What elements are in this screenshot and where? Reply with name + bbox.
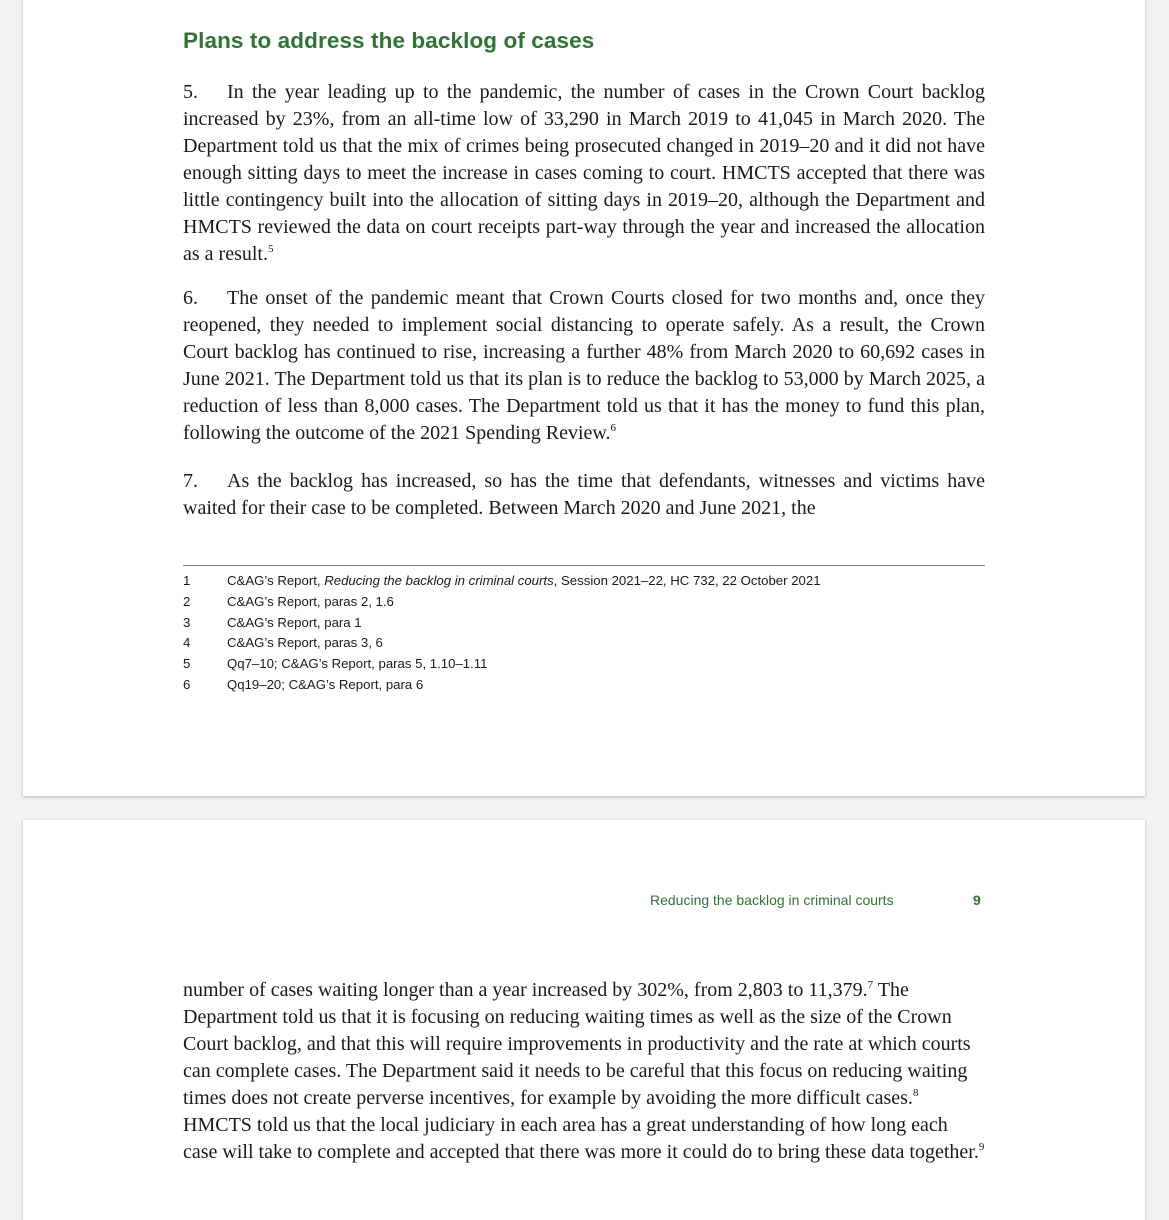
footnotes-list xyxy=(183,571,985,696)
footnote-ref[interactable]: 6 xyxy=(610,422,617,434)
paragraph-text: HMCTS told us that the local judiciary in each area has a great understanding of how long each case will take to complete and accepted that there was more it could do to bring these data together. xyxy=(183,1114,979,1163)
footnote-ref[interactable]: 8 xyxy=(912,1087,919,1099)
footnote-ref[interactable]: 7 xyxy=(867,979,874,991)
footnote-number: 2 xyxy=(183,593,191,609)
footnote-divider xyxy=(183,565,985,566)
paragraph-continuation xyxy=(183,977,985,1166)
paragraph-7 xyxy=(183,468,985,522)
footnote-text: , Session 2021–22, HC 732, 22 October 2021 xyxy=(553,573,821,588)
paragraph-number: 7. xyxy=(183,470,198,492)
paragraph-text: The Department told us that it is focusing on reducing waiting times as well as the size of the Crown Court backlog, and that this will require improvements in productivity and the rate at which courts can complete cases. The Department said it needs to be careful that this focus on reducing waiting times does not create perverse incentives, for example by avoiding the more difficult cases. xyxy=(183,979,971,1109)
footnote-text: Qq7–10; C&AG’s Report, paras 5, 1.10–1.11 xyxy=(227,656,488,672)
paragraph-text: In the year leading up to the pandemic, the number of cases in the Crown Court backlog increased by 23%, from an all-time low of 33,290 in March 2019 to 41,045 in March 2020. The Department told us that the mix of crimes being prosecuted changed in 2019–20 and it did not have enough sitting days to meet the increase in cases coming to court. HMCTS accepted that there was little contingency built into the allocation of sitting days in 2019–20, although the Department and HMCTS reviewed the data on court receipts part-way through the year and increased the allocation as a result. xyxy=(183,81,985,265)
paragraph-text: As the backlog has increased, so has the time that defendants, witnesses and victims have waited for their case to be completed. Between March 2020 and June 2021, the xyxy=(183,470,985,519)
document-page-upper xyxy=(23,0,1145,796)
footnote-item xyxy=(183,633,985,654)
footnote-ref[interactable]: 9 xyxy=(978,1141,985,1153)
footnote-text: C&AG’s Report, paras 3, 6 xyxy=(227,635,383,651)
footnote-number: 1 xyxy=(183,573,191,588)
running-header: Reducing the backlog in criminal courts xyxy=(650,892,894,908)
footnote-ref[interactable]: 5 xyxy=(267,243,274,255)
footnote-number: 5 xyxy=(183,656,191,672)
document-page-lower xyxy=(23,820,1145,1220)
footnote-item xyxy=(183,675,985,696)
footnote-text: C&AG’s Report, xyxy=(227,573,325,588)
footnote-text: C&AG’s Report, para 1 xyxy=(227,614,362,630)
footnote-item xyxy=(183,654,985,675)
section-heading: Plans to address the backlog of cases xyxy=(183,28,595,53)
footnote-item xyxy=(183,613,985,634)
paragraph-text: number of cases waiting longer than a year increased by 302%, from 2,803 to 11,379. xyxy=(183,979,868,1001)
footnote-number: 6 xyxy=(183,676,191,692)
paragraph-text: The onset of the pandemic meant that Crown Courts closed for two months and, once they reopened, they needed to implement social distancing to operate safely. As a result, the Crown Court backlog has continued to rise, increasing a further 48% from March 2020 to 60,692 cases in June 2021. The Department told us that its plan is to reduce the backlog to 53,000 by March 2025, a reduction of less than 8,000 cases. The Department told us that it has the money to fund this plan, following the outcome of the 2021 Spending Review. xyxy=(183,287,985,444)
footnote-text: Qq19–20; C&AG’s Report, para 6 xyxy=(227,676,424,692)
footnote-report-title: Reducing the backlog in criminal courts xyxy=(324,573,554,588)
footnote-text: C&AG’s Report, paras 2, 1.6 xyxy=(227,593,394,609)
page-number: 9 xyxy=(973,892,981,908)
paragraph-number: 6. xyxy=(183,287,198,309)
footnote-item xyxy=(183,592,985,613)
paragraph-6 xyxy=(183,285,985,447)
paragraph-number: 5. xyxy=(183,81,198,103)
paragraph-5 xyxy=(183,79,985,268)
footnote-item xyxy=(183,571,985,592)
footnote-number: 4 xyxy=(183,635,191,651)
footnote-number: 3 xyxy=(183,614,191,630)
